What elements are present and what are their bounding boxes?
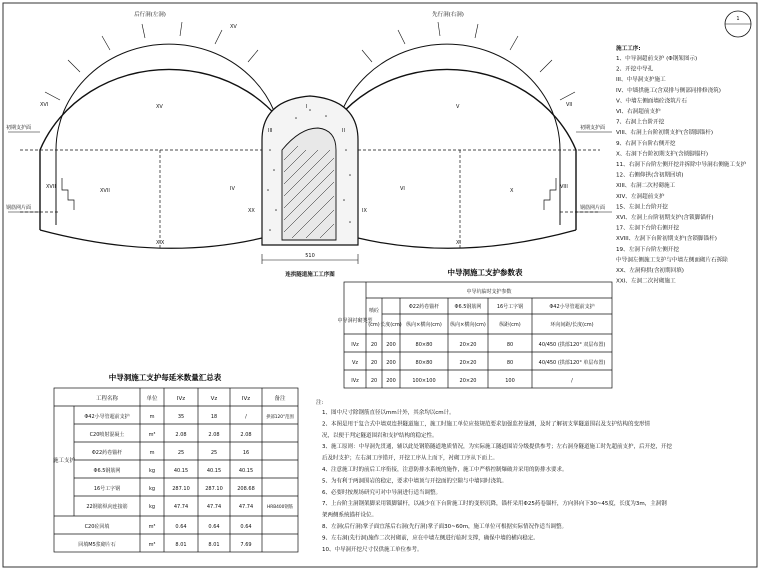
support-cell: IVz [351, 342, 359, 348]
support-col-mesh: Φ6.5钢筋网 [454, 304, 482, 310]
support-cell: 80 [506, 342, 514, 348]
quantity-header: 工程名称 [95, 396, 119, 402]
region-right-0: V [456, 104, 460, 110]
right-tunnel-label: 先行洞(右洞) [432, 12, 464, 18]
quantity-cell: / [245, 414, 247, 420]
step-item: 1、中导洞超前支护 (Φ钢架图示) [616, 56, 698, 62]
region-left-0: XV [156, 104, 163, 110]
left-tunnel-label: 后行洞(左洞) [134, 12, 166, 18]
quantity-group-label: 施工支护 [52, 458, 76, 464]
quantity-cell: 16 [242, 450, 250, 456]
quantity-cell: 25 [177, 450, 185, 456]
support-col-type: 中导洞衬砌类型 [337, 318, 373, 324]
quantity-table-title: 中导洞施工支护每延米数量汇总表 [108, 373, 222, 382]
step-item: III、中导洞支护施工 [616, 77, 666, 84]
quantity-extra-cell: 7.69 [240, 542, 252, 548]
quantity-extra-cell: 8.01 [208, 542, 220, 548]
construction-steps [616, 44, 747, 285]
note-item: 8、左洞(后行洞)掌子面宜落后右洞(先行洞)掌子面30~60m，施工单位可根据实际情况作适当调整。 [322, 524, 568, 530]
side-label-left-0: 初期支护面 [6, 125, 32, 131]
left-tunnel-inner-lining [56, 44, 282, 225]
quantity-cell: HRB400钢筋 [267, 505, 293, 510]
left-tunnel-outer-lining [40, 69, 298, 230]
support-cell: 100 [505, 378, 515, 384]
support-cell: 200 [386, 360, 396, 366]
support-cell: 200 [386, 342, 396, 348]
quantity-cell: 拱部120°范围 [266, 415, 294, 420]
support-col-shotcrete-unit: (cm) [368, 322, 380, 328]
step-item: 2、开挖中导孔 [616, 66, 654, 73]
step-item: 19、左洞下台阶左侧开挖 [616, 246, 680, 253]
roman-right-2: IX [362, 208, 367, 214]
step-item: 17、左洞下台阶右侧开挖 [616, 225, 680, 232]
quantity-cell: m [149, 414, 155, 420]
support-col-bolt-spacing: 纵向×横向(cm) [406, 322, 442, 328]
center-mark-2: III [268, 128, 273, 134]
side-label-left-1: 钢筋网片面 [6, 205, 32, 211]
right-tunnel-inner-lining [334, 44, 560, 225]
middle-wall [282, 128, 336, 240]
side-label-right-1: 钢筋网片面 [580, 205, 606, 211]
support-cell: 40/450 (拱部120° 双层布置) [538, 342, 606, 348]
support-cell: 80×80 [415, 360, 433, 366]
support-col-arch-sub: 纵距(cm) [499, 322, 521, 328]
quantity-cell: Φ6.5钢筋网 [93, 468, 121, 474]
right-invert [358, 230, 576, 248]
roman-left-1: XVI [40, 102, 49, 108]
note-item: 9、左右洞(先行洞)施作二次衬砌前，应在中墙左侧进行临时支撑，确保中墙的横向稳定。 [322, 535, 539, 542]
support-col-shotcrete: 喷砼 [368, 308, 380, 314]
quantity-cell: 40.15 [173, 468, 189, 474]
support-cell: 200 [386, 378, 396, 384]
quantity-header: Vz [210, 396, 218, 402]
support-cell: 40/450 (拱部120° 单层布置) [538, 360, 606, 366]
note-item: 况，以便于判定隧道围岩和支护结构的稳定性。 [322, 432, 438, 439]
support-col-bolt-len: 长度(cm) [380, 322, 402, 328]
quantity-cell: 208.68 [237, 486, 255, 492]
support-table [337, 267, 612, 388]
support-col-pipe-sub: 环向间距/长度(cm) [550, 322, 594, 328]
right-steps [544, 178, 556, 210]
quantity-cell: 2.08 [208, 432, 220, 438]
steps-heading: 施工工序: [616, 46, 641, 52]
quantity-extra-cell: 回填M5浆砌片石 [78, 542, 116, 548]
quantity-header: IVz [176, 396, 186, 402]
region-right-2: X [510, 188, 514, 194]
quantity-cell: 22钢筋纵向连接筋 [86, 504, 128, 510]
side-label-right-0: 初期支护面 [580, 125, 606, 131]
step-item: 12、右侧仰拱(含初期回填) [616, 172, 684, 179]
support-cell: 20×20 [459, 378, 477, 384]
note-item: 架两侧系统锚杆设位。 [322, 512, 378, 519]
quantity-header: 备注 [274, 396, 286, 402]
step-item: VIII、右洞上台阶初期支护(含锁脚锚杆) [616, 130, 714, 137]
center-title: 连拱隧道施工工序图 [285, 272, 335, 278]
quantity-cell: 287.10 [205, 486, 223, 492]
quantity-cell: 2.08 [175, 432, 187, 438]
quantity-cell: C20喷射混凝土 [89, 432, 125, 438]
support-cell: 80×80 [415, 342, 433, 348]
quantity-cell: Φ22药卷锚杆 [91, 450, 123, 456]
region-left-2: IV [230, 186, 235, 192]
note-item: 3、施工原则：中导洞先贯通，辅以此处钢筋隧道地质情况，为实际施工隧道围岩分级提供参考；左右洞身隧道施工时先超前支护，后开挖，开挖 [322, 444, 673, 451]
quantity-cell: 18 [210, 414, 218, 420]
step-item: XVIII、左洞下台阶初期支护(含锁脚锚杆) [616, 236, 717, 243]
quantity-extra-cell: 0.64 [208, 524, 220, 530]
step-item: 9、右洞下台阶右侧开挖 [616, 140, 676, 147]
support-cell: 20 [370, 360, 378, 366]
note-item: 6、必要时按规场研究可对中导洞进行适当调整。 [322, 489, 442, 496]
support-cell: Vz [351, 360, 359, 366]
step-item: X、右洞下台阶初期支护(含锁脚锚杆) [616, 151, 709, 158]
quantity-cell: kg [148, 468, 156, 474]
width-dim-value: 510 [305, 253, 315, 259]
step-item: 11、右洞下台阶左侧开挖并拆除中导洞右侧施工支护 [616, 162, 747, 168]
roman-left-2: XVII [46, 184, 56, 190]
quantity-cell: m³ [148, 432, 156, 438]
note-item: 1、图中尺寸除钢筋直径以mm计外，其余均以cm计。 [322, 410, 455, 416]
roman-left-3: XX [248, 208, 255, 214]
step-item: IV、中墙拱施工(含双排与侧部同排修浇筑) [616, 87, 721, 94]
quantity-cell: 16号工字钢 [93, 486, 121, 492]
quantity-header: 单位 [146, 396, 158, 402]
quantity-extra-cell: m³ [148, 542, 156, 548]
step-item: XX、左洞仰拱(含初期回填) [616, 268, 684, 274]
support-cell: 20×20 [459, 342, 477, 348]
note-item: 2、本图是用于复合式中墙双连拱隧道施工，施工时施工单位应按规范要求加强监控量测，及时了解初支掌隧道围岩及支护结构的变形情 [322, 421, 651, 428]
right-rock-bolts [362, 22, 575, 100]
quantity-cell: 40.15 [238, 468, 254, 474]
support-header-group: 中导坑临时支护参数 [466, 289, 512, 295]
support-cell: 100×100 [412, 378, 436, 384]
quantity-cell: Φ42小导管超前支护 [84, 414, 130, 420]
support-col-pipe: Φ42小导管超前支护 [549, 304, 595, 310]
note-item: 4、注意施工时的前后工序衔接，注意防排水系统的施作，施工中严格控制爆破并采用的防排水要求。 [322, 467, 568, 473]
center-mark-1: II [342, 128, 345, 134]
quantity-cell: 47.74 [206, 504, 222, 510]
region-left-1: XVII [100, 188, 110, 194]
quantity-extra-cell: C20砼回填 [84, 524, 110, 530]
note-item: 后及时支护；左右洞工序错开，开挖工序从上而下，衬砌工序从下而上。 [322, 455, 499, 462]
note-item: 5、为有利于两洞围岩的稳定，要求中墙顶与开挖面的空隙与中墙同时浇筑。 [322, 478, 508, 485]
roman-left-0: XV [230, 24, 237, 30]
quantity-cell: kg [148, 504, 156, 510]
quantity-cell: m [149, 450, 155, 456]
step-item: 15、左洞上台阶开挖 [616, 204, 668, 211]
support-table-title: 中导洞施工支护参数表 [447, 268, 523, 277]
support-cell: / [571, 378, 573, 384]
region-left-3: XIX [156, 240, 165, 246]
quantity-cell: 25 [210, 450, 218, 456]
notes-heading: 注: [316, 400, 324, 406]
section-symbol-text: 1 [736, 16, 740, 22]
quantity-table [53, 372, 298, 552]
support-cell: 80 [506, 360, 514, 366]
quantity-extra-cell: 0.64 [175, 524, 187, 530]
step-item: VI、右洞超前支护 [616, 109, 661, 115]
support-col-arch: 16号工字钢 [496, 304, 524, 310]
step-item: V、中墙左侧面墙砼浇筑片石 [616, 98, 687, 105]
quantity-cell: 35 [177, 414, 185, 420]
step-item: 7、右洞上台阶开挖 [616, 119, 665, 126]
support-col-mesh-sub: 纵向×横向(cm) [450, 322, 486, 328]
quantity-cell: kg [148, 486, 156, 492]
note-item: 7、上台阶主洞钢架脚采用锁脚锚杆，以减少在下台阶施工时的变形沉降，锚杆采用Φ25药卷锚杆，方向斜向下30~45度，长度为3m，主洞钢 [322, 501, 667, 508]
left-invert [40, 230, 262, 248]
support-cell: IVz [351, 378, 359, 384]
support-cell: 20×20 [459, 360, 477, 366]
support-cell: 20 [370, 378, 378, 384]
quantity-cell: 47.74 [173, 504, 189, 510]
step-item: XVI、左洞上台阶初期支护(含锁脚锚杆) [616, 215, 714, 221]
note-item: 10、中导洞开挖尺寸仅供施工单位参考。 [322, 546, 423, 553]
step-item: XIII、右洞二次衬砌施工 [616, 183, 676, 190]
quantity-cell: 47.74 [238, 504, 254, 510]
quantity-cell: 287.10 [172, 486, 190, 492]
support-cell: 20 [370, 342, 378, 348]
quantity-header: IVz [241, 396, 251, 402]
quantity-cell: 40.15 [206, 468, 222, 474]
quantity-cell: 2.08 [240, 432, 252, 438]
quantity-extra-cell: m³ [148, 524, 156, 530]
step-item: XIV、左洞超前支护 [616, 193, 665, 200]
left-steps [62, 178, 74, 210]
quantity-extra-cell: 8.01 [175, 542, 187, 548]
region-right-3: XI [456, 240, 461, 246]
region-right-1: VI [400, 186, 405, 192]
support-col-bolt: Φ22药卷锚杆 [408, 304, 440, 310]
quantity-extra-cell: 0.64 [240, 524, 252, 530]
step-item: XXI、左洞二次衬砌施工 [616, 278, 676, 285]
step-item: 中导洞左侧施工支护与中墙左侧面砌片石拆除 [616, 257, 728, 264]
roman-right-1: VIII [560, 184, 568, 190]
notes [316, 398, 673, 553]
center-mark-0: I [306, 104, 308, 110]
roman-right-0: VII [566, 102, 573, 108]
